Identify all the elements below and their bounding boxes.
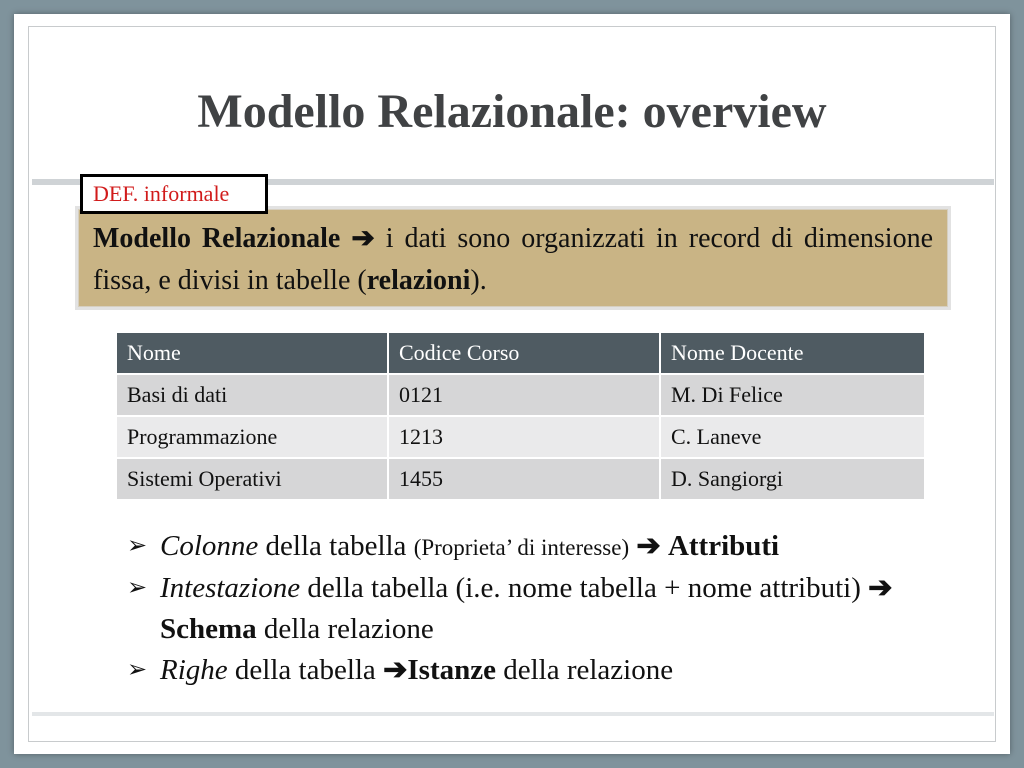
slide	[14, 14, 1010, 754]
bullet-text-end: della relazione	[256, 613, 434, 645]
list-item	[127, 568, 947, 650]
table-cell: 1455	[388, 458, 660, 499]
table-cell: M. Di Felice	[660, 374, 924, 416]
definition-box	[78, 209, 948, 307]
bullet-text: della tabella	[227, 654, 384, 686]
table-cell: C. Laneve	[660, 416, 924, 458]
bullet-note: (Proprieta’ di interesse)	[413, 535, 630, 560]
list-item	[127, 650, 947, 691]
table-row	[117, 458, 924, 499]
list-item	[127, 526, 947, 568]
table-cell: Sistemi Operativi	[117, 458, 388, 499]
bullet-bold-term: Istanze	[407, 654, 496, 686]
table-header-cell: Nome	[117, 333, 388, 374]
table-cell: D. Sangiorgi	[660, 458, 924, 499]
arrowhead-bullet-icon: ➢	[127, 533, 148, 559]
table-cell: Basi di dati	[117, 374, 388, 416]
table-cell: 0121	[388, 374, 660, 416]
bullet-bold-term: Schema	[160, 613, 257, 645]
arrow-icon: ➔	[351, 223, 375, 254]
arrowhead-bullet-icon: ➢	[127, 575, 148, 601]
example-table	[117, 333, 924, 499]
table-cell: Programmazione	[117, 416, 388, 458]
bullet-italic-term: Righe	[160, 654, 228, 686]
bullet-text: della tabella (i.e. nome tabella + nome attributi)	[300, 572, 869, 604]
bullet-text-end: della relazione	[495, 654, 674, 686]
bullet-list	[127, 526, 947, 691]
table-header-cell: Nome Docente	[660, 333, 924, 374]
arrowhead-bullet-icon: ➢	[127, 657, 148, 683]
bullet-bold-term: Attributi	[667, 530, 780, 562]
arrow-icon: ➔	[636, 530, 661, 562]
definition-label: DEF. informale	[80, 174, 268, 214]
footer-divider	[32, 712, 994, 716]
definition-relazioni: relazioni	[366, 265, 471, 296]
slide-title: Modello Relazionale: overview	[197, 85, 827, 138]
arrow-icon: ➔	[383, 654, 408, 686]
arrow-icon: ➔	[868, 572, 893, 604]
table-row	[117, 374, 924, 416]
definition-text-end: ).	[470, 265, 487, 296]
table-header-row	[117, 333, 924, 374]
table-row	[117, 416, 924, 458]
definition-term: Modello Relazionale	[93, 223, 341, 254]
definition-text: i dati sono organizzati in record di dimensione fissa, e divisi in tabelle (	[93, 223, 934, 296]
table-cell: 1213	[388, 416, 660, 458]
bullet-text: della tabella	[258, 530, 414, 562]
bullet-italic-term: Colonne	[160, 530, 259, 562]
table-header-cell: Codice Corso	[388, 333, 660, 374]
bullet-italic-term: Intestazione	[160, 572, 301, 604]
